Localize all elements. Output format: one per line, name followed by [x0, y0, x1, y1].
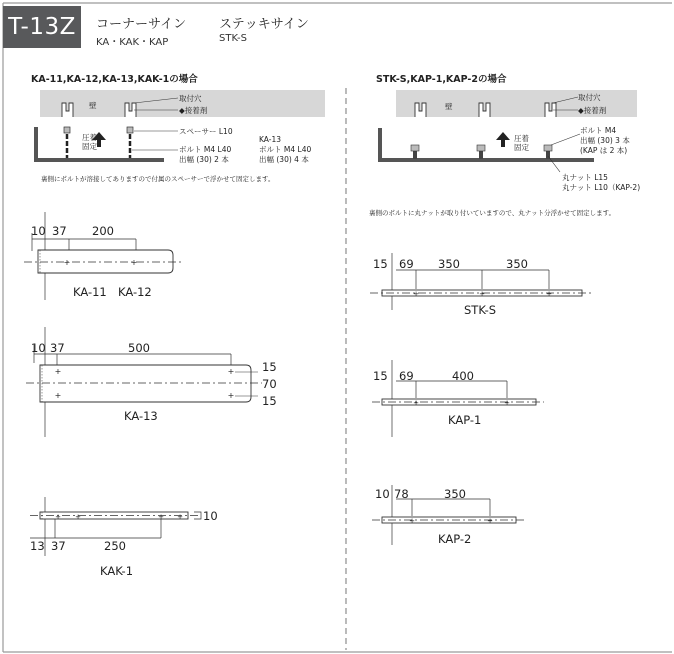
nut-label-1: 丸ナット L15 [562, 173, 608, 182]
corner-sign-models: KA・KAK・KAP [96, 37, 169, 48]
stick-sign-models: STK-S [219, 33, 247, 44]
ka13-dim-1: 10 [31, 341, 46, 355]
kap2-dim-2: 78 [394, 487, 409, 501]
kap2-drawing [372, 485, 524, 546]
kak1-hole-2: + [75, 513, 81, 521]
right-section-title: STK-S,KAP-1,KAP-2の場合 [376, 74, 507, 85]
kap1-drawing [372, 360, 544, 437]
kap1-caption: KAP-1 [448, 413, 482, 427]
kap2-dim-3: 350 [444, 487, 466, 501]
kak1-caption: KAK-1 [100, 564, 134, 578]
ka13-caption: KA-13 [124, 409, 158, 423]
ka12-caption: KA-12 [118, 285, 152, 299]
kak1-dim-1: 13 [30, 539, 45, 553]
ka13-dim-3: 500 [128, 341, 150, 355]
width-label-right-1: 出幅 (30) 3 本 [580, 136, 630, 145]
kap2-hole-2: + [487, 517, 493, 525]
bolt-label-b: ボルト M4 L40 [259, 145, 312, 154]
kap2-caption: KAP-2 [438, 532, 472, 546]
kak1-hole-4: + [177, 513, 183, 521]
width-label-b: 出幅 (30) 4 本 [259, 155, 309, 164]
ka11-hole-1: + [63, 258, 71, 267]
ka11-dim-3: 200 [92, 224, 114, 238]
kak1-hole-3: + [158, 513, 164, 521]
left-mount-detail [36, 90, 325, 183]
ka13-hole-1: + [54, 367, 62, 376]
stks-dim-4: 350 [506, 257, 528, 271]
bolt-label-a: ボルト M4 L40 [179, 145, 232, 154]
hole-label-right: 取付穴 [578, 93, 601, 102]
kap1-dim-1: 15 [373, 369, 388, 383]
spacer-label: スペーサー L10 [179, 127, 233, 136]
ka11-hole-2: + [130, 258, 138, 267]
stks-dim-3: 350 [438, 257, 460, 271]
ka11-caption: KA-11 [73, 285, 107, 299]
kak1-dim-3: 250 [104, 539, 126, 553]
stks-dim-1: 15 [373, 257, 388, 271]
adhesive-label-right: ◆接着剤 [578, 106, 607, 115]
hole-label-left: 取付穴 [179, 94, 202, 103]
ka13-hole-4: + [227, 391, 235, 400]
product-code-badge: T-13Z [3, 6, 81, 48]
kak1-drawing [30, 497, 218, 578]
press-label-r1: 圧着 [514, 134, 529, 143]
kap1-dim-2: 69 [399, 369, 414, 383]
left-note: 裏側にボルトが溶接してありますので付属のスペーサーで浮かせて固定します。 [41, 175, 275, 183]
left-section-title: KA-11,KA-12,KA-13,KAK-1の場合 [31, 74, 198, 85]
ka13-hole-3: + [227, 367, 235, 376]
stks-drawing [370, 253, 592, 317]
kak1-dim-2: 37 [51, 539, 66, 553]
width-label-a: 出幅 (30) 2 本 [179, 155, 229, 164]
ka13-label: KA-13 [259, 135, 282, 144]
ka11-drawing [24, 212, 182, 300]
stks-caption: STK-S [464, 303, 497, 317]
kap2-dim-1: 10 [375, 487, 390, 501]
right-mount-detail [369, 90, 640, 217]
ka13-dim-r3: 15 [262, 394, 277, 408]
ka13-drawing [26, 327, 277, 437]
stks-hole-1: + [413, 290, 419, 298]
bolt-label-right: ボルト M4 [580, 126, 617, 135]
right-note: 裏側のボルトに丸ナットが取り付いていますので、丸ナット分浮かせて固定します。 [369, 209, 616, 217]
ka11-dim-1: 10 [31, 224, 46, 238]
kap1-dim-3: 400 [452, 369, 474, 383]
stick-sign-title: ステッキサイン [219, 17, 309, 32]
wall-label-right: 壁 [445, 102, 453, 111]
kak1-hole-1: + [55, 513, 61, 521]
kak1-dim-top: 10 [203, 509, 218, 523]
ka11-dim-2: 37 [52, 224, 67, 238]
kap1-hole-1: + [413, 399, 419, 407]
press-label-1: 圧着 [82, 133, 97, 142]
ka13-dim-r2: 70 [262, 377, 277, 391]
stks-hole-3: + [546, 290, 552, 298]
kap1-hole-2: + [504, 399, 510, 407]
nut-label-2: 丸ナット L10（KAP-2) [562, 183, 641, 192]
stks-dim-2: 69 [399, 257, 414, 271]
press-label-2: 固定 [82, 142, 97, 151]
press-label-r2: 固定 [514, 143, 529, 152]
adhesive-label-left: ◆接着剤 [179, 106, 208, 115]
wall-label-left: 壁 [89, 101, 97, 110]
stks-hole-2: + [479, 290, 485, 298]
ka13-dim-2: 37 [50, 341, 65, 355]
ka13-dim-r1: 15 [262, 360, 277, 374]
corner-sign-title: コーナーサイン [96, 17, 187, 32]
ka13-hole-2: + [54, 391, 62, 400]
width-label-right-2: (KAP は 2 本) [580, 146, 628, 155]
kap2-hole-1: + [409, 517, 415, 525]
